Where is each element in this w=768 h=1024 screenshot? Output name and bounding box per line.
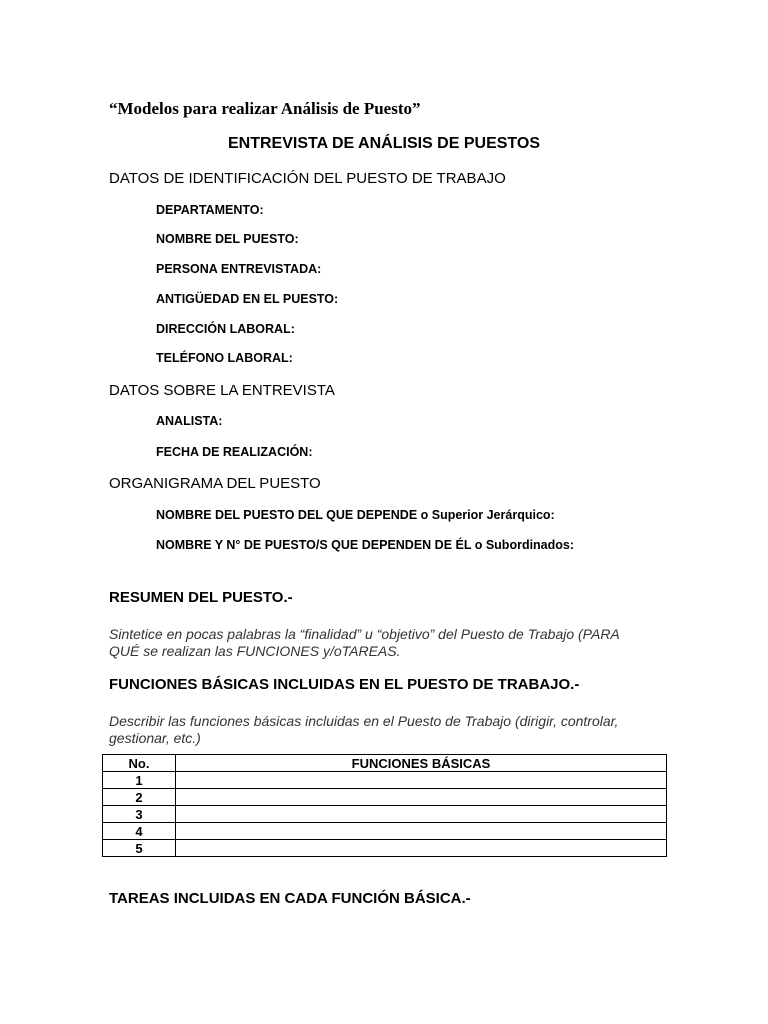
table-cell-funcion[interactable] xyxy=(176,789,667,806)
table-row xyxy=(103,806,667,823)
section-tareas-heading: TAREAS INCLUIDAS EN CADA FUNCIÓN BÁSICA.- xyxy=(109,890,471,907)
table-cell-no: 2 xyxy=(103,789,176,806)
field-subordinados: NOMBRE Y N° DE PUESTO/S QUE DEPENDEN DE ÉL o Subordinados: xyxy=(156,538,575,552)
table-cell-no: 5 xyxy=(103,840,176,857)
table-row xyxy=(103,789,667,806)
table-header-no: No. xyxy=(103,755,176,772)
table-row xyxy=(103,840,667,857)
table-cell-no: 4 xyxy=(103,823,176,840)
field-superior-jerarquico: NOMBRE DEL PUESTO DEL QUE DEPENDE o Superior Jerárquico: xyxy=(156,508,555,522)
field-persona-entrevistada: PERSONA ENTREVISTADA: xyxy=(156,262,322,276)
field-departamento: DEPARTAMENTO: xyxy=(156,203,264,217)
table-cell-funcion[interactable] xyxy=(176,772,667,789)
table-cell-no: 3 xyxy=(103,806,176,823)
field-fecha-realizacion: FECHA DE REALIZACIÓN: xyxy=(156,445,313,459)
field-telefono-laboral: TELÉFONO LABORAL: xyxy=(156,351,293,365)
resumen-instruction: Sintetice en pocas palabras la “finalidad” u “objetivo” del Puesto de Trabajo (PARA QUÉ se realizan las FUNCIONES y/oTAREAS. xyxy=(109,626,620,659)
table-cell-funcion[interactable] xyxy=(176,840,667,857)
main-title: ENTREVISTA DE ANÁLISIS DE PUESTOS xyxy=(227,135,541,152)
table-header-row xyxy=(103,755,667,772)
field-analista: ANALISTA: xyxy=(156,414,223,428)
table-row xyxy=(103,823,667,840)
document-title: “Modelos para realizar Análisis de Puesto” xyxy=(109,99,421,118)
table-cell-funcion[interactable] xyxy=(176,806,667,823)
table-row xyxy=(103,772,667,789)
table-header-funciones: FUNCIONES BÁSICAS xyxy=(176,755,667,772)
field-direccion-laboral: DIRECCIÓN LABORAL: xyxy=(156,322,295,336)
section-identificacion-heading: DATOS DE IDENTIFICACIÓN DEL PUESTO DE TRABAJO xyxy=(109,170,506,187)
field-nombre-puesto: NOMBRE DEL PUESTO: xyxy=(156,232,299,246)
table-cell-no: 1 xyxy=(103,772,176,789)
funciones-instruction: Describir las funciones básicas incluidas en el Puesto de Trabajo (dirigir, controlar, gestionar, etc.) xyxy=(109,713,619,746)
table-cell-funcion[interactable] xyxy=(176,823,667,840)
section-resumen-heading: RESUMEN DEL PUESTO.- xyxy=(109,589,293,606)
field-antiguedad: ANTIGÜEDAD EN EL PUESTO: xyxy=(156,292,339,306)
section-entrevista-heading: DATOS SOBRE LA ENTREVISTA xyxy=(109,382,335,399)
section-organigrama-heading: ORGANIGRAMA DEL PUESTO xyxy=(109,475,321,492)
section-funciones-heading: FUNCIONES BÁSICAS INCLUIDAS EN EL PUESTO DE TRABAJO.- xyxy=(109,676,580,693)
funciones-table xyxy=(102,754,667,857)
